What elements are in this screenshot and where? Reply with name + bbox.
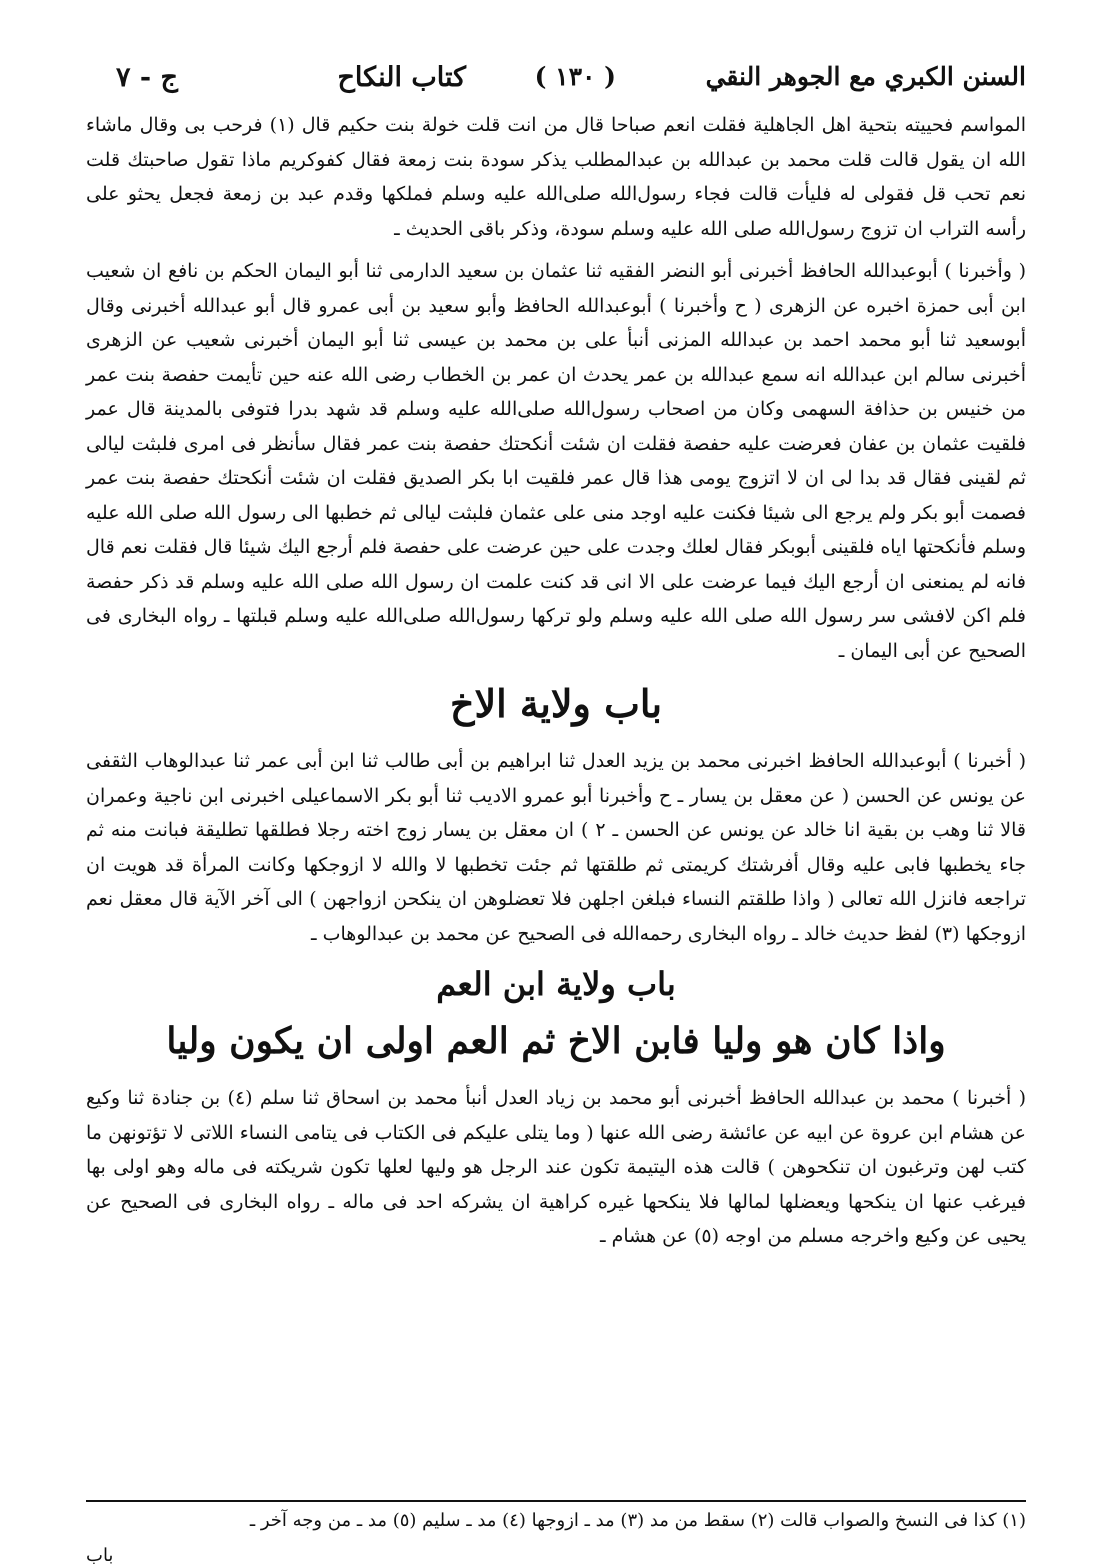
page [86,48,1027,1566]
chapter-title: كتاب النكاح [337,62,466,93]
section-heading: باب ولاية الاخ [449,681,663,726]
paragraph: المواسم فحييته بتحية اهل الجاهلية فقلت انعم صباحا قال من انت قلت خولة بنت حكيم قال (١) فرحب بى وقال ماشاء الله ان يقول قالت قلت محمد بن عبدالله بن عبدالمطلب يذكر سودة بنت زمعة فقال كفوكريم ماذا تقول صاحبتك قلت نعم تحب قل فقولى له فليأت قالت فجاء رسول‌الله صلى‌الله عليه وسلم فملكها وقدم عبد بن زمعة فجعل يحثو على رأسه التراب ان تزوج رسول‌الله صلى الله عليه وسلم سودة، وذكر باقى الحديث ـ [86,114,1027,240]
book-title: السنن الكبري مع الجوهر النقي [705,62,1026,91]
page-header [86,62,1026,102]
paragraph: ( أخبرنا ) محمد بن عبدالله الحافظ أخبرنى أبو محمد بن زياد العدل أنبأ محمد بن اسحاق ثنا سلم (٤) بن جنادة ثنا وكيع عن هشام ابن عروة عن ابيه عن عائشة رضى الله عنها ( وما يتلى عليكم فى الكتاب فى يتامى النساء اللاتى لا تؤتونهن ما كتب لهن وترغبون ان تنكحوهن ) قالت هذه اليتيمة تكون عند الرجل هو وليها لعلها تكون شريكته فى ماله وهو اولى بها فيرغب عنها ان ينكحها ويعضلها لمالها فلا ينكحها غيره كراهية ان يشركه احد فى ماله ـ رواه البخارى فى الصحيح عن يحيى عن وكيع واخرجه مسلم من اوجه (٥) عن هشام ـ [86,1087,1027,1247]
volume-number: ج - ٧ [116,62,178,93]
section-heading: باب ولاية ابن العم [436,965,676,1003]
paragraph: ( أخبرنا ) أبوعبدالله الحافظ اخبرنى محمد بن يزيد العدل ثنا ابراهيم بن أبى طالب ثنا ابن أبى عمر ثنا عبدالوهاب الثقفى عن يونس عن الحسن ( عن معقل بن يسار ـ ح وأخبرنا أبو عمرو الاديب ثنا أبو بكر الاسماعيلى اخبرنى ابن ناجية وعمران قالا ثنا وهب بن بقية انا خالد عن يونس عن الحسن ـ ٢ ) ان معقل بن يسار زوج اخته رجلا فطلقها تطليقة فبانت منه ثم جاء يخطبها فابى عليه وقال أفرشتك كريمتى ثم طلقتها ثم جئت تخطبها لا والله لا ازوجكها وكانت المرأة قد هويت ان تراجعه فانزل الله تعالى ( واذا طلقتم النساء فبلغن اجلهن فلا تعضلوهن ان ينكحن ازواجهن ) الى آخر الآية قال معقل نعم ازوجكها (٣) لفظ حديث خالد ـ رواه البخارى رحمه‌الله فى الصحيح عن محمد بن عبدالوهاب ـ [86,750,1026,945]
footnote-divider [86,1500,1026,1502]
page-number: ( ١٣٠ ) [534,62,616,91]
catchword: باب [86,1545,114,1566]
page-body [86,108,1026,1262]
section-subheading: واذا كان هو وليا فابن الاخ ثم العم اولى ان يكون وليا [166,1020,946,1062]
paragraph: ( وأخبرنا ) أبوعبدالله الحافظ أخبرنى أبو النضر الفقيه ثنا عثمان بن سعيد الدارمى ثنا أبو اليمان الحكم بن نافع ان شعيب ابن أبى حمزة اخبره عن الزهرى ( ح وأخبرنا ) أبوعبدالله الحافظ وأبو سعيد بن أبى عمرو قال أبو عبدالله أخبرنى وقال أبوسعيد ثنا أبو محمد احمد بن عبدالله المزنى أنبأ على بن محمد بن عيسى ثنا أبو اليمان أخبرنى شعيب عن الزهرى أخبرنى سالم ابن عبدالله انه سمع عبدالله بن عمر يحدث ان عمر بن الخطاب رضى الله عنه حين تأيمت حفصة بنت عمر من خنيس بن حذافة السهمى وكان من اصحاب رسول‌الله صلى‌الله عليه وسلم قد شهد بدرا فتوفى بالمدينة قال عمر فلقيت عثمان بن عفان فعرضت عليه حفصة فقلت ان شئت أنكحتك حفصة بنت عمر فقال سأنظر فى امرى فلبثت ليالى ثم لقينى فقال قد بدا لى ان لا اتزوج يومى هذا قال عمر فلقيت ابا بكر الصديق فقلت ان شئت أنكحتك حفصة بنت عمر فصمت أبو بكر ولم يرجع الى شيئا فكنت عليه اوجد منى على عثمان فلبثت ليالى ثم خطبها الى رسول الله صلى الله عليه وسلم فأنكحتها اياه فلقينى أبوبكر فقال لعلك وجدت على حين عرضت على حفصة فلم أرجع اليك شيئا قال فقلت نعم قال فانه لم يمنعنى ان أرجع اليك فيما عرضت على الا انى قد كنت علمت ان رسول الله صلى الله عليه وسلم قد ذكر حفصة فلم اكن لافشى سر رسول الله صلى الله عليه وسلم ولو تركها رسول‌الله صلى‌الله عليه وسلم قبلتها ـ رواه البخارى فى الصحيح عن أبى اليمان ـ [86,260,1026,662]
footnotes: (١) كذا فى النسخ والصواب قالت (٢) سقط من مد (٣) مد ـ ازوجها (٤) مد ـ سليم (٥) مد ـ من وجه آخر ـ [249,1510,1026,1531]
